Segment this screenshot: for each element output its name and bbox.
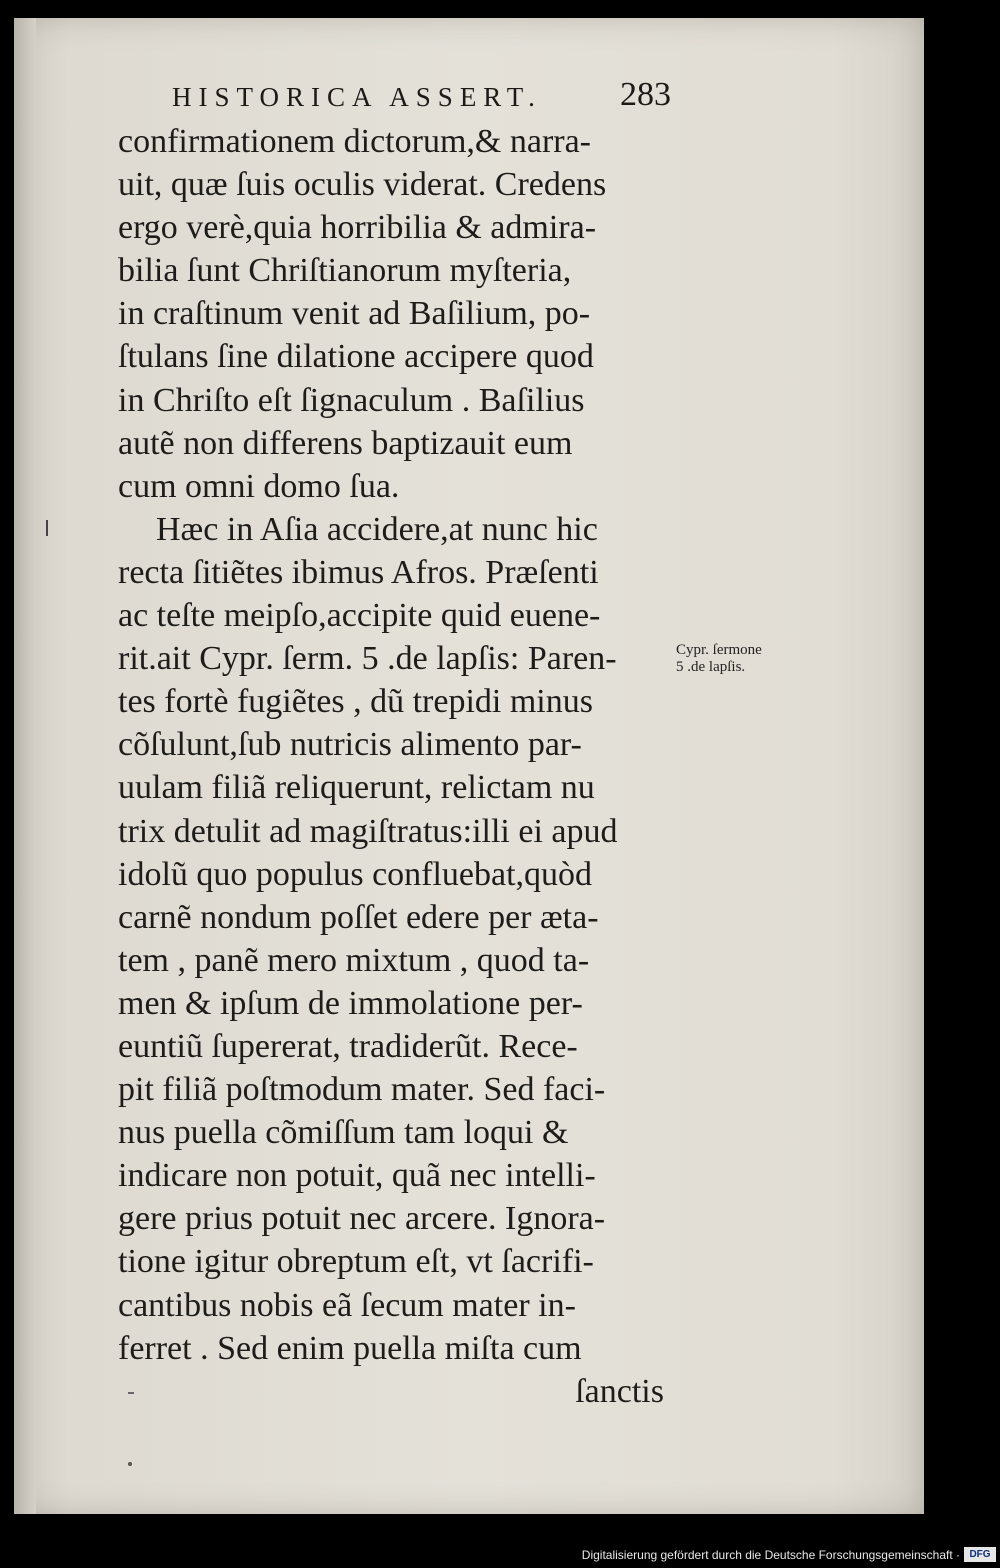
- margin-note-line: 5 .de lapſis.: [676, 659, 746, 675]
- ink-mark: [128, 1462, 132, 1466]
- text-line: nus puella cõmiſſum tam loqui &: [118, 1114, 569, 1152]
- text-line: recta ſitiẽtes ibimus Afros. Præſenti: [118, 553, 599, 591]
- text-line: rit.ait Cypr. ſerm. 5 .de lapſis: Paren-: [118, 640, 617, 678]
- text-line: tes fortè fugiẽtes , dũ trepidi minus: [118, 683, 593, 721]
- footer-bar: [0, 1544, 1000, 1568]
- margin-note-line: Cypr. ſermone: [676, 642, 762, 658]
- text-line: tem , panẽ mero mixtum , quod ta-: [118, 941, 590, 979]
- dfg-logo: DFG: [964, 1547, 996, 1562]
- text-line: uit, quæ ſuis oculis viderat. Credens: [118, 166, 607, 204]
- text-line: indicare non potuit, quã nec intelli-: [118, 1157, 596, 1195]
- text-line: euntiũ ſupererat, tradiderũt. Rece-: [118, 1027, 578, 1065]
- text-line: confirmationem dictorum,& narra-: [118, 123, 591, 160]
- catchword: ſanctis: [575, 1372, 664, 1410]
- page-number: 283: [620, 76, 671, 113]
- text-line: carnẽ nondum poſſet edere per æta-: [118, 898, 599, 936]
- text-line: in craſtinum venit ad Baſilium, po-: [118, 295, 591, 333]
- paragraph-start-line: Hæc in Aſia accidere,at nunc hic: [156, 510, 598, 548]
- text-line: tione igitur obreptum eſt, vt ſacrifi-: [118, 1243, 594, 1281]
- page-gutter: [14, 18, 36, 1514]
- footer-credit: Digitalisierung gefördert durch die Deutsche Forschungsgemeinschaft ·: [581, 1548, 960, 1562]
- text-line: ferret . Sed enim puella miſta cum: [118, 1329, 582, 1367]
- text-line: gere prius potuit nec arcere. Ignora-: [118, 1200, 606, 1238]
- text-line: ſtulans ſine dilatione accipere quod: [118, 338, 594, 376]
- text-line: cõſulunt,ſub nutricis alimento par-: [118, 726, 582, 764]
- running-head: [0, 76, 1000, 122]
- text-line: men & ipſum de immolatione per-: [118, 984, 583, 1022]
- text-line: trix detulit ad magiſtratus:illi ei apud: [118, 812, 618, 850]
- text-line: autẽ non differens baptizauit eum: [118, 424, 573, 462]
- text-line: in Chriſto eſt ſignaculum . Baſilius: [118, 381, 585, 419]
- margin-note: [676, 642, 762, 676]
- text-line: pit filiã poſtmodum mater. Sed faci-: [118, 1071, 606, 1109]
- ink-mark: [128, 1392, 134, 1394]
- text-line: bilia ſunt Chriſtianorum myſteria,: [118, 252, 572, 290]
- text-line: uulam filiã reliquerunt, relictam nu: [118, 769, 595, 807]
- text-line: ergo verè,quia horribilia & admira-: [118, 209, 597, 247]
- main-text: [118, 120, 678, 1413]
- running-head-title: HISTORICA ASSERT.: [172, 82, 542, 112]
- text-line: ac teſte meipſo,accipite quid euene-: [118, 597, 601, 635]
- text-line: idolũ quo populus confluebat,quòd: [118, 855, 593, 893]
- text-line: cum omni domo ſua.: [118, 467, 400, 505]
- text-line: cantibus nobis eã ſecum mater in-: [118, 1286, 576, 1324]
- ink-mark: [46, 520, 48, 536]
